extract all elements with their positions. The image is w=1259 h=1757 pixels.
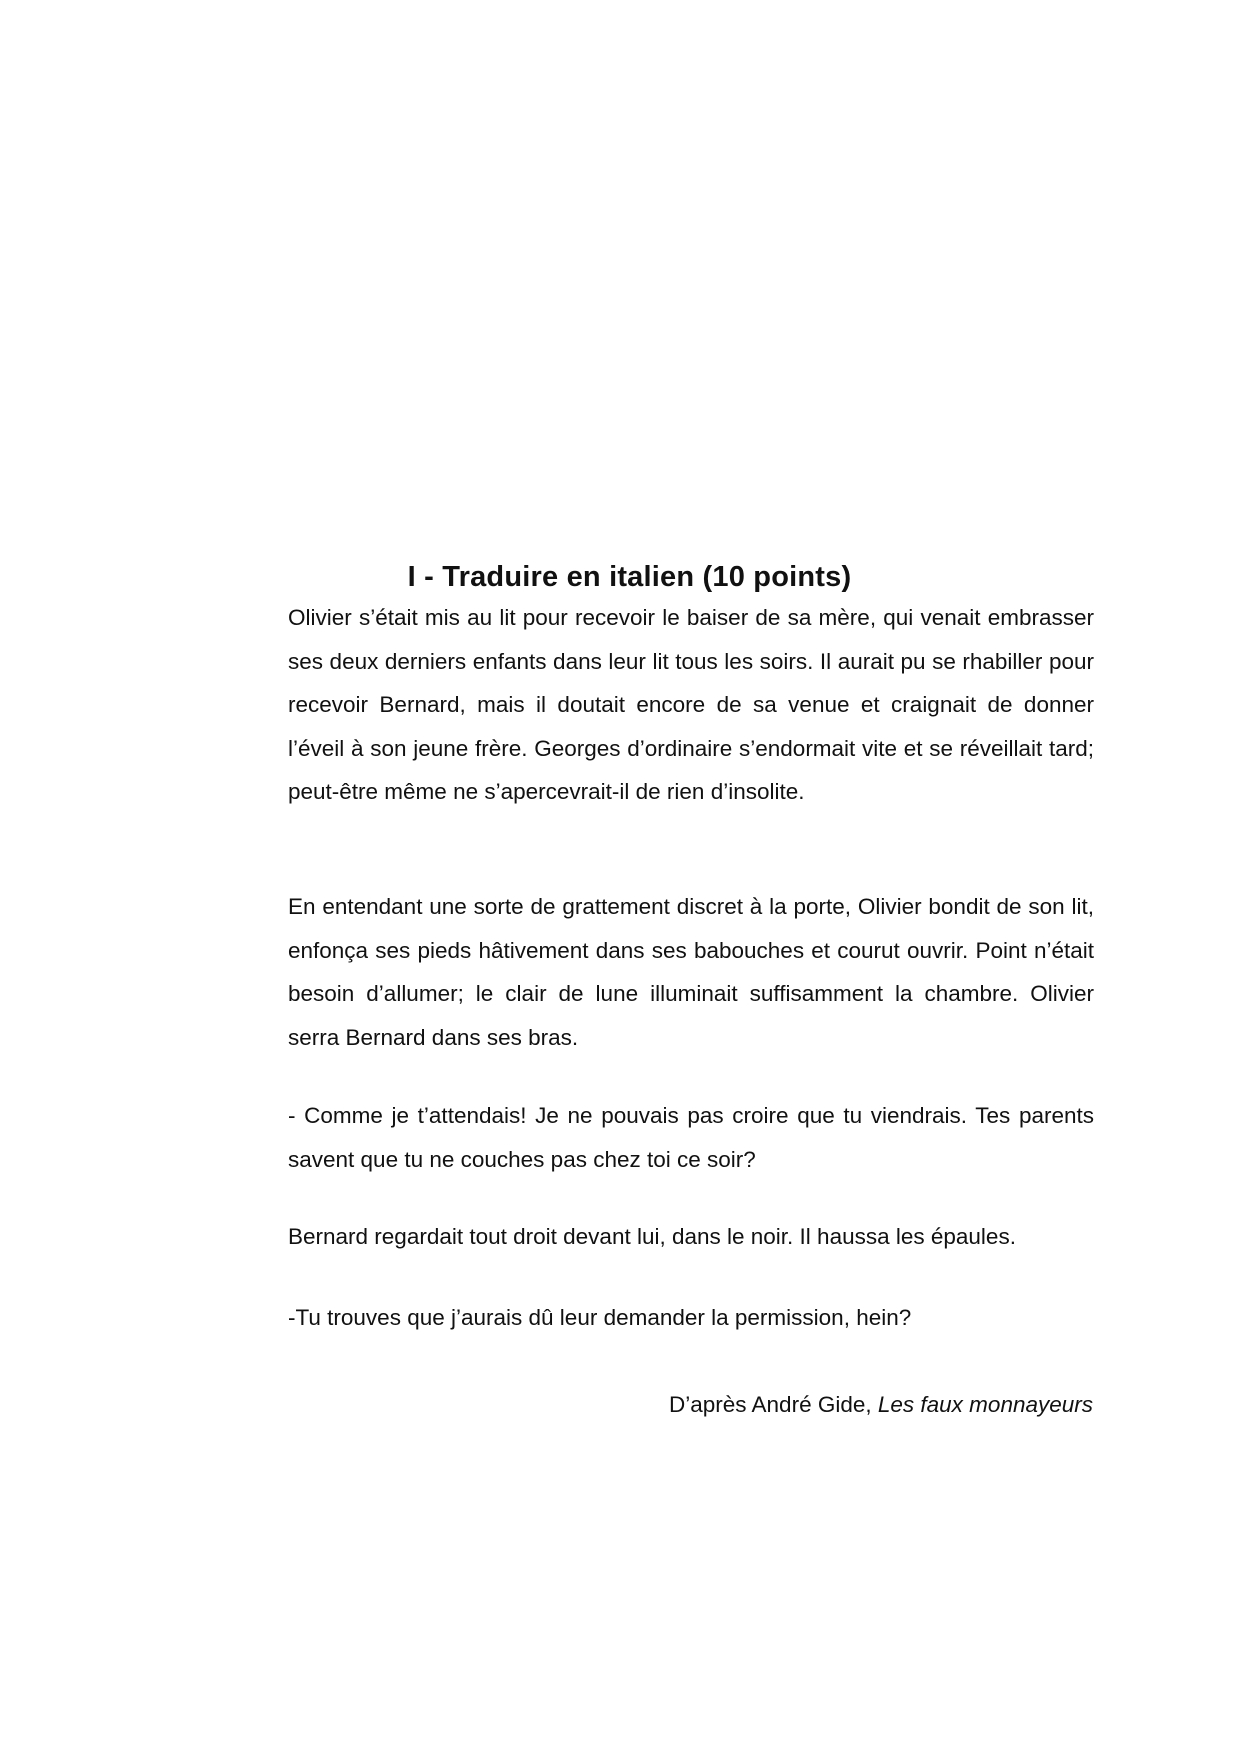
paragraph-text: Olivier s’était mis au lit pour recevoir le baiser de sa mère, qui venait embrasser ses deux derniers enfants dans leur lit tous les soirs. Il aurait pu se rhabiller pour recevoir Bernard, mais il doutait encore de sa venue et craignait de donner l’éveil à son jeune frère. Georges d’ordinaire s’endormait vite et se réveillait tard; peut-être même ne s’apercevrait-il de rien d’insolite.	[288, 605, 1094, 804]
passage-dialogue-1	[288, 1094, 1094, 1181]
paragraph-text: -Tu trouves que j’aurais dû leur demander la permission, hein?	[288, 1305, 912, 1330]
source-citation	[669, 1385, 1093, 1425]
passage-paragraph-2	[288, 885, 1094, 1059]
paragraph-text: Bernard regardait tout droit devant lui, dans le noir. Il haussa les épaules.	[288, 1224, 1016, 1249]
exercise-title: I - Traduire en italien (10 points)	[407, 561, 852, 594]
paragraph-text: En entendant une sorte de grattement discret à la porte, Olivier bondit de son lit, enfonça ses pieds hâtivement dans ses babouches et courut ouvrir. Point n’était besoin d’allumer; le clair de lune illuminait suffisamment la chambre. Olivier serra Bernard dans ses bras.	[288, 894, 1094, 1050]
passage-paragraph-1	[288, 596, 1094, 814]
passage-dialogue-2	[288, 1296, 1094, 1340]
source-work-title: Les faux monnayeurs	[877, 1392, 1093, 1417]
passage-paragraph-3	[288, 1215, 1094, 1259]
paragraph-text: - Comme je t’attendais! Je ne pouvais pas croire que tu viendrais. Tes parents savent que tu ne couches pas chez toi ce soir?	[288, 1103, 1094, 1172]
source-prefix: D’après André Gide,	[669, 1392, 878, 1417]
